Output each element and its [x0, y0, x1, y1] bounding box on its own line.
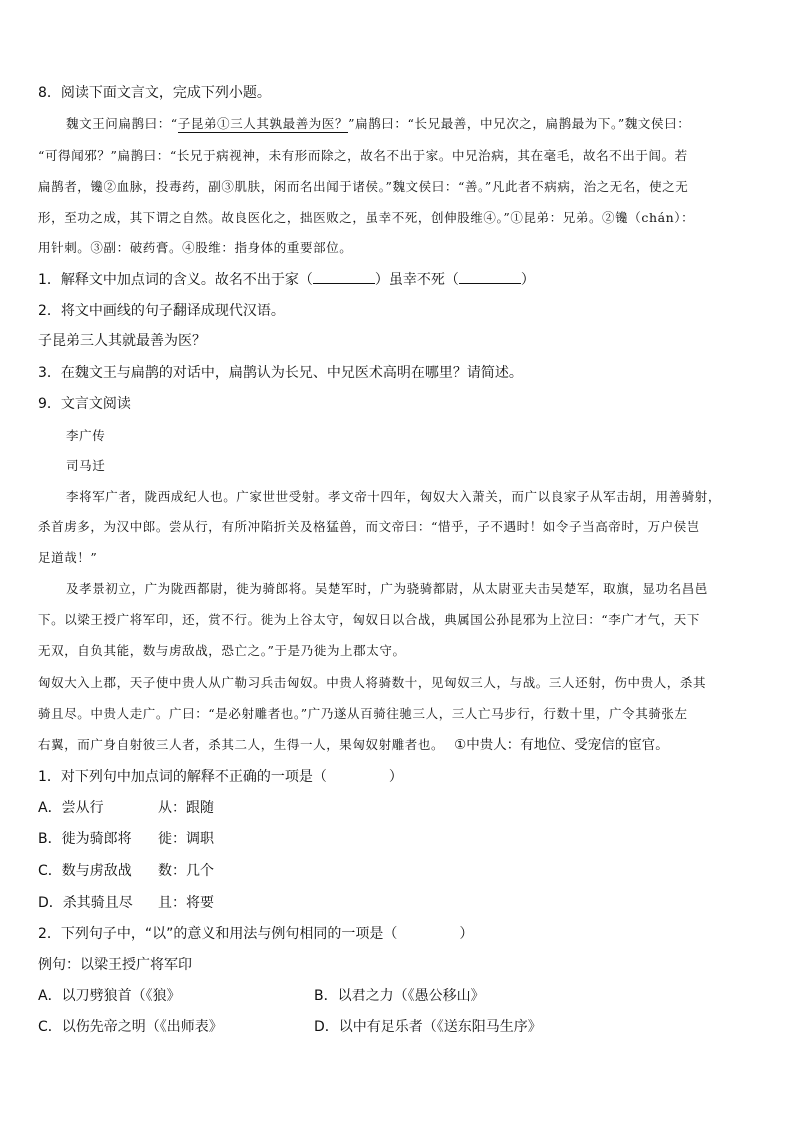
option-c[interactable]: C．数与虏敌战 [38, 863, 132, 879]
q9-passage-line-3: 足道哉！” [38, 550, 98, 565]
q8-sub2: 2．将文中画线的句子翻译成现代汉语。 [38, 303, 285, 319]
q8-passage-line-1: 魏文王问扁鹊曰：“子昆弟①三人其孰最善为医？”扁鹊曰：“长兄最善，中兄次之，扁鹊最为下。”魏文侯曰： [66, 116, 691, 131]
q9-passage-line-4: 及孝景初立，广为陇西都尉，徙为骑郎将。吴楚军时，广为骁骑都尉，从太尉亚夫击吴楚军，取旗，显功名昌邑 [66, 581, 708, 596]
option-d-definition: 且：将要 [158, 895, 214, 911]
q9-passage-line-2: 杀首虏多，为汉中郎。尝从行，有所冲陷折关及格猛兽，而文帝曰：“惜乎，子不遇时！如令子当高帝时，万户侯岂 [38, 519, 700, 534]
q9-title: 李广传 [66, 428, 106, 443]
q9-sub2: 2．下列句子中，“以”的意义和用法与例句相同的一项是（ ） [38, 926, 474, 942]
q8-underlined-sentence: 子昆弟①三人其孰最善为医？ [177, 116, 349, 131]
option-a[interactable]: A．尝从行 [38, 800, 104, 816]
q9-heading: 9．文言文阅读 [38, 396, 131, 412]
option-b-definition: 徙：调职 [158, 831, 214, 847]
answer-blank-1[interactable] [313, 273, 375, 284]
option2-b[interactable]: B．以君之力（《愚公移山》 [314, 988, 485, 1004]
q8-passage-line-3: 扁鹊者，镵②血脉，投毒药，副③肌肤，闲而名出闻于诸侯。”魏文侯曰：“善。”凡此者不病病，治之无名，使之无 [38, 179, 689, 194]
q9-passage-line-6: 无双，自负其能，数与虏敌战，恐亡之。”于是乃徙为上郡太守。 [38, 643, 406, 658]
option2-d[interactable]: D．以中有足乐者（《送东阳马生序》 [314, 1019, 542, 1035]
q8-sub3: 3．在魏文王与扁鹊的对话中，扁鹊认为长兄、中兄医术高明在哪里？请简述。 [38, 365, 523, 381]
q9-passage-line-7: 匈奴大入上郡，天子使中贵人从广勒习兵击匈奴。中贵人将骑数十，见匈奴三人，与战。三人还射，伤中贵人，杀其 [38, 675, 707, 690]
option-d[interactable]: D．杀其骑且尽 [38, 895, 133, 911]
option2-c[interactable]: C．以伤先帝之明（《出师表》 [38, 1019, 223, 1035]
q8-passage-line-5: 用针刺。③副：破药膏。④股维：指身体的重要部位。 [38, 240, 353, 255]
q9-footnote: ①中贵人：有地位、受宠信的宦官。 [454, 737, 669, 753]
option-b[interactable]: B．徙为骑郎将 [38, 831, 132, 847]
q9-example: 例句：以梁王授广将军印 [38, 957, 192, 973]
q9-passage-line-8: 骑且尽。中贵人走广。广曰：“是必射雕者也。”广乃遂从百骑往驰三人，三人亡马步行，行数十里，广令其骑张左 [38, 706, 688, 721]
q8-sub2-sentence: 子昆弟三人其就最善为医？ [38, 333, 206, 349]
option2-a[interactable]: A．以刀劈狼首（《狼》 [38, 988, 181, 1004]
q8-heading: 8．阅读下面文言文，完成下列小题。 [38, 85, 271, 101]
q8-passage-line-2: “可得闻邪？”扁鹊曰：“长兄于病视神，未有形而除之，故名不出于家。中兄治病，其在毫毛，故名不出于闾。若 [38, 148, 688, 163]
q9-sub1: 1．对下列句中加点词的解释不正确的一项是（ ） [38, 769, 403, 785]
option-c-definition: 数：几个 [158, 863, 214, 879]
option-a-definition: 从：跟随 [158, 800, 214, 816]
q9-passage-line-1: 李将军广者，陇西成纪人也。广家世世受射。孝文帝十四年，匈奴大入萧关，而广以良家子从军击胡，用善骑射， [66, 489, 722, 504]
q9-author: 司马迁 [66, 458, 106, 473]
answer-blank-2[interactable] [459, 273, 521, 284]
q8-passage-line-4: 形，至功之成，其下谓之自然。故良医化之，拙医败之，虽幸不死，创伸股维④。”①昆弟：兄弟。②镵（chán）： [38, 210, 695, 225]
q9-passage-line-5: 下。以梁王授广将军印，还，赏不行。徙为上谷太守，匈奴日以合战，典属国公孙昆邪为上泣曰：“李广才气，天下 [38, 612, 700, 627]
q9-passage-line-9: 右翼，而广身自射彼三人者，杀其二人，生得一人，果匈奴射雕者也。 ①中贵人：有地位、受宠信的宦官。 [38, 737, 669, 753]
q8-sub1: 1．解释文中加点词的含义。故名不出于家（ ）虽幸不死（ ） [38, 272, 535, 288]
